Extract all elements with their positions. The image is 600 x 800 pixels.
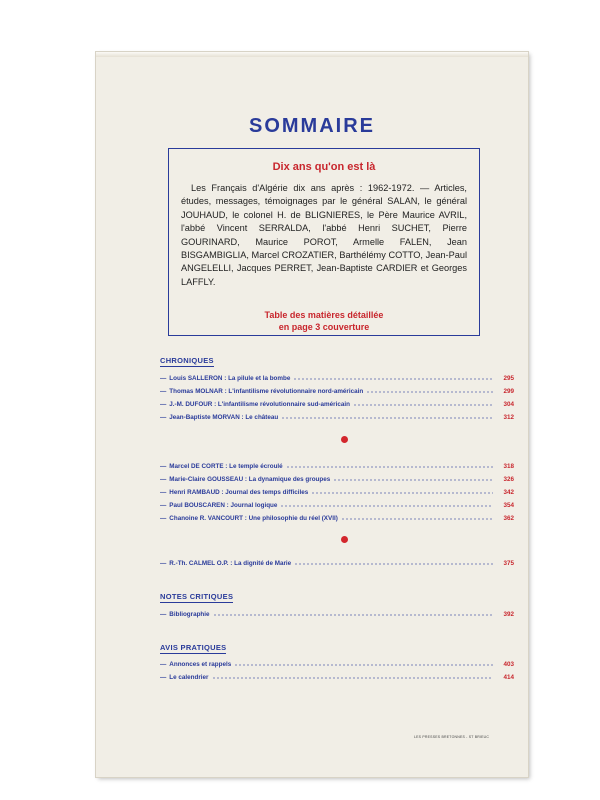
entry-leader — [234, 664, 493, 666]
section-notes-critiques — [160, 592, 233, 601]
entry-text: Thomas MOLNAR : L'infantilisme révolutionnaire nord-américain — [169, 388, 364, 395]
toc-entry[interactable] — [160, 400, 514, 410]
entry-page: 299 — [503, 388, 514, 395]
entry-leader — [294, 563, 493, 565]
entry-page: 295 — [503, 375, 514, 382]
featured-footer-line1: Table des matières détaillée — [264, 310, 384, 320]
entry-text: Jean-Baptiste MORVAN : Le château — [169, 414, 279, 421]
entry-text: R.-Th. CALMEL O.P. : La dignité de Marie — [169, 560, 292, 567]
entry-leader — [212, 677, 494, 679]
cover-edge — [96, 52, 528, 57]
entry-dash: — — [160, 560, 167, 567]
entry-page: 403 — [503, 661, 514, 668]
entry-text: Marcel DE CORTE : Le temple écroulé — [169, 463, 283, 470]
entry-dash: — — [160, 611, 167, 618]
entry-page: 392 — [503, 611, 514, 618]
toc-entry[interactable] — [160, 413, 514, 423]
entry-dash: — — [160, 476, 167, 483]
separator-dot — [341, 536, 348, 543]
toc-entry[interactable] — [160, 374, 514, 384]
entry-text: Bibliographie — [169, 611, 210, 618]
entry-dash: — — [160, 388, 167, 395]
entry-text: Le calendrier — [169, 674, 209, 681]
entry-page: 375 — [503, 560, 514, 567]
entry-leader — [341, 518, 493, 520]
entry-dash: — — [160, 414, 167, 421]
page-title: SOMMAIRE — [249, 115, 375, 137]
section-underline — [160, 602, 233, 603]
section-label: NOTES CRITIQUES — [160, 592, 234, 601]
entry-text: J.-M. DUFOUR : L'infantilisme révolutionnaire sud-américain — [169, 401, 350, 408]
toc-entry[interactable] — [160, 501, 514, 511]
entry-leader — [311, 492, 493, 494]
featured-footer-line2: en page 3 couverture — [278, 322, 370, 332]
entry-dash: — — [160, 502, 167, 509]
entry-leader — [353, 404, 493, 406]
entry-leader — [293, 378, 493, 380]
entry-page: 354 — [503, 502, 514, 509]
toc-entry[interactable] — [160, 514, 514, 524]
printer-imprint: LES PRESSES BRETONNES - ST BRIEUC — [414, 735, 490, 739]
entry-page: 304 — [503, 401, 514, 408]
entry-leader — [333, 479, 493, 481]
entry-page: 414 — [503, 674, 514, 681]
entry-page: 318 — [503, 463, 514, 470]
entry-dash: — — [160, 661, 167, 668]
toc-entry[interactable] — [160, 673, 514, 683]
book-back-cover — [96, 52, 528, 777]
entry-leader — [366, 391, 493, 393]
section-avis-pratiques — [160, 643, 226, 652]
entry-text: Henri RAMBAUD : Journal des temps difficiles — [169, 489, 309, 496]
entry-leader — [280, 505, 493, 507]
entry-page: 312 — [503, 414, 514, 421]
toc-entry[interactable] — [160, 475, 514, 485]
featured-text: Les Français d'Algérie dix ans après : 1962-1972. — Articles, études, messages, témoignages par le général SALAN, le général JOUHAUD, le colonel H. de BLIGNIERES, le Père Maurice AVRIL, l'abbé Vincent SERRALDA, l'abbé Henri SUCHET, Pierre GOURINARD, Maurice POROT, Armelle FALEN, Jean BISGAMBIGLIA, Marcel CROZATIER, Barthélémy COTTO, Jean-Paul ANGELELLI, Jacques PERRET, Jean-Baptiste CARDIER et Georges LAFFLY. — [181, 183, 467, 287]
entry-dash: — — [160, 674, 167, 681]
entry-dash: — — [160, 375, 167, 382]
separator-dot — [341, 436, 348, 443]
featured-box — [168, 148, 480, 336]
entry-text: Louis SALLERON : La pilule et la bombe — [169, 375, 291, 382]
section-label: CHRONIQUES — [160, 356, 214, 365]
entry-leader — [286, 466, 493, 468]
entry-page: 326 — [503, 476, 514, 483]
entry-text: Chanoine R. VANCOURT : Une philosophie du réel (XVII) — [169, 515, 338, 522]
entry-dash: — — [160, 463, 167, 470]
section-underline — [160, 653, 226, 654]
toc-entry[interactable] — [160, 559, 514, 569]
featured-heading: Dix ans qu'on est là — [272, 161, 376, 173]
toc-entry[interactable] — [160, 660, 514, 670]
entry-text: Paul BOUSCAREN : Journal logique — [169, 502, 278, 509]
section-chroniques — [160, 356, 214, 365]
toc-entry[interactable] — [160, 610, 514, 620]
toc-entry[interactable] — [160, 462, 514, 472]
section-label: AVIS PRATIQUES — [160, 643, 227, 652]
entry-page: 342 — [503, 489, 514, 496]
entry-dash: — — [160, 515, 167, 522]
entry-page: 362 — [503, 515, 514, 522]
entry-leader — [213, 614, 493, 616]
entry-dash: — — [160, 401, 167, 408]
entry-text: Marie-Claire GOUSSEAU : La dynamique des groupes — [169, 476, 331, 483]
section-underline — [160, 366, 214, 367]
entry-text: Annonces et rappels — [169, 661, 232, 668]
featured-footer — [169, 309, 479, 333]
entry-dash: — — [160, 489, 167, 496]
toc-entry[interactable] — [160, 488, 514, 498]
toc-entry[interactable] — [160, 387, 514, 397]
entry-leader — [281, 417, 493, 419]
